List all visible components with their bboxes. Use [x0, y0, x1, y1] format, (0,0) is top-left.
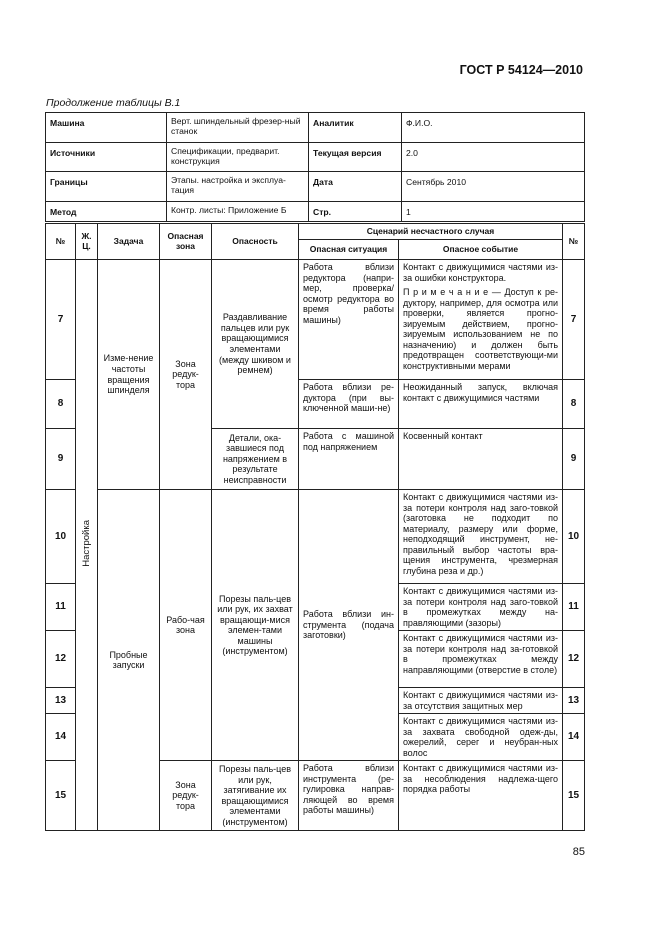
date-label: Дата: [309, 172, 402, 202]
lifecycle-label: Настройка: [80, 520, 92, 568]
zone-cell: Зона редук-тора: [160, 761, 212, 831]
row-number: 8: [46, 380, 76, 429]
hazard-table: [45, 223, 585, 831]
event-cell: Неожиданный запуск, включая контакт с движущимися частями: [399, 380, 563, 429]
row-number: 15: [46, 761, 76, 831]
metadata-table: [45, 112, 585, 222]
event-cell: Контакт с движущимися частями из-за потери контроля над заго-товкой (заготовка не подходит по материалу, размеру или форме, неподходящий инструмент, не-правильный выбор частоты вра-щения инструмента, чрезмерная глубина реза и др.): [399, 490, 563, 584]
date-value: Сентябрь 2010: [402, 172, 585, 202]
analyst-value: Ф.И.О.: [402, 113, 585, 143]
task-cell: Изме-нение частоты вращения шпинделя: [98, 260, 160, 490]
sources-label: Источники: [46, 143, 167, 172]
row-number-right: 7: [563, 260, 585, 380]
event-cell: [399, 260, 563, 380]
col-header-event: Опасное событие: [399, 240, 563, 260]
row-number-right: 13: [563, 688, 585, 714]
event-cell: Косвенный контакт: [399, 429, 563, 490]
page-label: Стр.: [309, 202, 402, 222]
col-header-num: №: [46, 224, 76, 260]
row-number: 13: [46, 688, 76, 714]
situation-cell: Работа вблизи редуктора (напри-мер, проверка/ осмотр редуктора во время работы машины): [299, 260, 399, 380]
bounds-value: Этапы. настройка и эксплуа-тация: [167, 172, 309, 202]
machine-value: Верт. шпиндельный фрезер-ный станок: [167, 113, 309, 143]
event-cell: Контакт с движущимися частями из-за захвата свободной одеж-ды, ожерелий, серег и неубран-ных волос: [399, 714, 563, 761]
analyst-label: Аналитик: [309, 113, 402, 143]
hazard-cell: Порезы паль-цев или рук, их захват вращающи-мися элемен-тами машины (инструментом): [212, 490, 299, 761]
event-cell: Контакт с движущимися частями из-за потери контроля над за-готовкой в промежутках между направляющими (отверстие в столе): [399, 631, 563, 688]
col-header-task: Задача: [98, 224, 160, 260]
row-number-right: 9: [563, 429, 585, 490]
zone-cell: Зона редук-тора: [160, 260, 212, 490]
table-row: [46, 490, 585, 584]
hazard-cell: Порезы паль-цев или рук, затягивание их вращающимися элементами (инструментом): [212, 761, 299, 831]
row-number: 11: [46, 584, 76, 631]
row-number-right: 10: [563, 490, 585, 584]
page-value: 1: [402, 202, 585, 222]
table-continuation-caption: Продолжение таблицы В.1: [46, 97, 181, 109]
row-number-right: 11: [563, 584, 585, 631]
event-cell: Контакт с движущимися частями из-за отсутствия защитных мер: [399, 688, 563, 714]
situation-cell: Работа вблизи ре-дуктора (при вы-ключенной маши-не): [299, 380, 399, 429]
standard-designation: ГОСТ Р 54124—2010: [459, 63, 583, 77]
col-header-hazard: Опасность: [212, 224, 299, 260]
sources-value: Спецификации, предварит. конструкция: [167, 143, 309, 172]
version-value: 2.0: [402, 143, 585, 172]
method-label: Метод: [46, 202, 167, 222]
zone-cell: Рабо-чая зона: [160, 490, 212, 761]
col-header-scenario: Сценарий несчастного случая: [299, 224, 563, 240]
col-header-zone: Опасная зона: [160, 224, 212, 260]
event-cell: Контакт с движущимися частями из-за несоблюдения надлежа-щего порядка работы: [399, 761, 563, 831]
row-number-right: 8: [563, 380, 585, 429]
row-number: 10: [46, 490, 76, 584]
row-number-right: 12: [563, 631, 585, 688]
col-header-situation: Опасная ситуация: [299, 240, 399, 260]
row-number-right: 15: [563, 761, 585, 831]
event-note: П р и м е ч а н и е — Доступ к ре-дуктору, например, для осмотра или проверки, является прогно-зируемым действием, прогно-зируемым использованием не по назначению) и должен быть предотвращен соответствующи-ми конструктивными мерами: [403, 287, 559, 371]
situation-cell: Работа вблизи инструмента (ре-гулировка направ-ляющей во время работы машины): [299, 761, 399, 831]
page-number: 85: [572, 846, 585, 858]
machine-label: Машина: [46, 113, 167, 143]
situation-cell: Работа с машиной под напряжением: [299, 429, 399, 490]
row-number: 7: [46, 260, 76, 380]
col-header-num-right: №: [563, 224, 585, 260]
row-number-right: 14: [563, 714, 585, 761]
row-number: 12: [46, 631, 76, 688]
version-label: Текущая версия: [309, 143, 402, 172]
table-row: [46, 260, 585, 380]
lifecycle-cell: [76, 260, 98, 831]
event-text: Контакт с движущимися частями из-за ошибки конструктора.: [403, 262, 559, 283]
method-value: Контр. листы: Приложение Б: [167, 202, 309, 222]
bounds-label: Границы: [46, 172, 167, 202]
hazard-cell: Детали, ока-завшиеся под напряжением в результате неисправности: [212, 429, 299, 490]
event-cell: Контакт с движущимися частями из-за потери контроля над заго-товкой в промежутках между на-правляющими (зазоры): [399, 584, 563, 631]
row-number: 9: [46, 429, 76, 490]
row-number: 14: [46, 714, 76, 761]
situation-cell: Работа вблизи ин-струмента (подача заготовки): [299, 490, 399, 761]
task-cell: Пробные запуски: [98, 490, 160, 831]
col-header-lifecycle: Ж. Ц.: [76, 224, 98, 260]
hazard-cell: Раздавливание пальцев или рук вращающимися элементами (между шкивом и ремнем): [212, 260, 299, 429]
